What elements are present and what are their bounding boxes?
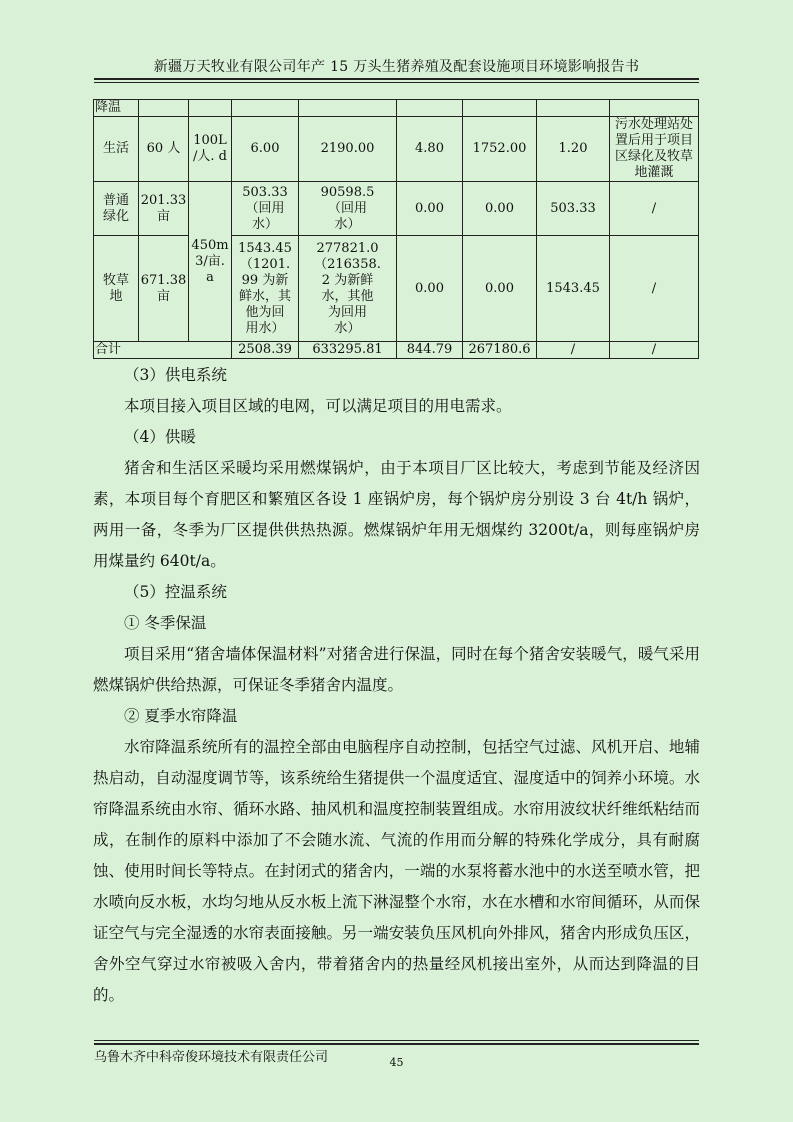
row-label-green: 普通 绿化 bbox=[94, 182, 139, 236]
row-label-grassland: 牧草 地 bbox=[94, 236, 139, 342]
cell-value: 844.79 bbox=[397, 342, 463, 359]
cell-scale: 201.33 亩 bbox=[139, 182, 189, 236]
cell-value: 277821.0 （216358. 2 为新鲜 水，其他 为回用 水） bbox=[299, 236, 397, 342]
cell-scale: 671.38 亩 bbox=[139, 236, 189, 342]
cell-value: 4.80 bbox=[397, 117, 463, 182]
water-use-table bbox=[93, 99, 699, 359]
body-text bbox=[93, 360, 700, 1011]
paragraph: 水帘降温系统所有的温控全部由电脑程序自动控制，包括空气过滤、风机开启、地辅热启动，自动湿度调节等，该系统给生猪提供一个温度适宜、湿度适中的饲养小环境。水帘降温系统由水帘、循环水路、抽风机和温度控制装置组成。水帘用波纹状纤维纸粘结而成，在制作的原料中添加了不会随水流、气流的作用而分解的特殊化学成分，具有耐腐蚀、使用时间长等特点。在封闭式的猪舍内，一端的水泵将蓄水池中的水送至喷水管，把水喷向反水板，水均匀地从反水板上流下淋湿整个水帘，水在水槽和水帘间循环，从而保证空气与完全湿透的水帘表面接触。另一端安装负压风机向外排风，猪舍内形成负压区，舍外空气穿过水帘被吸入舍内，带着猪舍内的热量经风机接出室外，从而达到降温的目的。 bbox=[93, 738, 700, 1004]
cell-value: 267180.6 bbox=[463, 342, 537, 359]
cell-value: 0.00 bbox=[463, 236, 537, 342]
section-heading-power: （3）供电系统 bbox=[124, 366, 227, 384]
subheading-winter: ① 冬季保温 bbox=[124, 614, 207, 632]
cell-value: 0.00 bbox=[463, 182, 537, 236]
cell-value: 6.00 bbox=[232, 117, 299, 182]
paragraph: 项目采用“猪舍墙体保温材料”对猪舍进行保温，同时在每个猪舍安装暖气，暖气采用燃煤锅炉供给热源，可保证冬季猪舍内温度。 bbox=[93, 645, 700, 694]
cell-value: 90598.5 （回用 水） bbox=[299, 182, 397, 236]
cell-note: / bbox=[610, 342, 699, 359]
cell-value: 0.00 bbox=[397, 236, 463, 342]
cell-note: / bbox=[610, 182, 699, 236]
cell-value: 503.33 （回用 水） bbox=[232, 182, 299, 236]
page-header-title: 新疆万天牧业有限公司年产 15 万头生猪养殖及配套设施项目环境影响报告书 bbox=[153, 59, 640, 75]
cell-value: 2190.00 bbox=[299, 117, 397, 182]
section-heading-heating: （4）供暖 bbox=[124, 428, 196, 446]
cell-scale: 60 人 bbox=[139, 117, 189, 182]
cell-value: 1543.45 （1201. 99 为新 鲜水，其 他为回 用水） bbox=[232, 236, 299, 342]
cell-value: / bbox=[537, 342, 610, 359]
cell-note: / bbox=[610, 236, 699, 342]
cell-value: 1.20 bbox=[537, 117, 610, 182]
cell-value: 1543.45 bbox=[537, 236, 610, 342]
cell-value: 633295.81 bbox=[299, 342, 397, 359]
header-rule-thin bbox=[94, 82, 699, 83]
cell-value: 503.33 bbox=[537, 182, 610, 236]
row-label-life: 生活 bbox=[94, 117, 139, 182]
header-rule bbox=[94, 78, 699, 80]
paragraph: 猪舍和生活区采暖均采用燃煤锅炉，由于本项目厂区比较大，考虑到节能及经济因素，本项目每个育肥区和繁殖区各设 1 座锅炉房，每个锅炉房分别设 3 台 4t/h 锅炉，两用一备，冬季为厂区提供供热热源。燃煤锅炉年用无烟煤约 3200t/a，则每座锅炉房用煤量约 640t/a。 bbox=[93, 459, 700, 570]
table-row bbox=[94, 236, 699, 342]
footer-rule-thin bbox=[94, 1040, 699, 1041]
section-heading-temp-control: （5）控温系统 bbox=[124, 583, 227, 601]
cell-value: 1752.00 bbox=[463, 117, 537, 182]
page-number: 45 bbox=[389, 1056, 404, 1069]
subheading-summer: ② 夏季水帘降温 bbox=[124, 707, 238, 725]
table-row bbox=[94, 342, 699, 359]
cell-quota: 450m 3/亩. a bbox=[189, 182, 232, 342]
cell-note: 污水处理站处置后用于项目区绿化及牧草地灌溉 bbox=[610, 117, 699, 182]
cell-value: 2508.39 bbox=[232, 342, 299, 359]
paragraph: 本项目接入项目区域的电网，可以满足项目的用电需求。 bbox=[124, 397, 512, 415]
footer-company: 乌鲁木齐中科帝俊环境技术有限责任公司 bbox=[94, 1050, 329, 1065]
table-row bbox=[94, 100, 699, 117]
table-row bbox=[94, 117, 699, 182]
row-label-total: 合计 bbox=[94, 342, 232, 359]
row-label-cooling: 降温 bbox=[94, 100, 139, 117]
cell-quota: 100L /人. d bbox=[189, 117, 232, 182]
table-row bbox=[94, 182, 699, 236]
footer-rule bbox=[94, 1043, 699, 1045]
cell-value: 0.00 bbox=[397, 182, 463, 236]
